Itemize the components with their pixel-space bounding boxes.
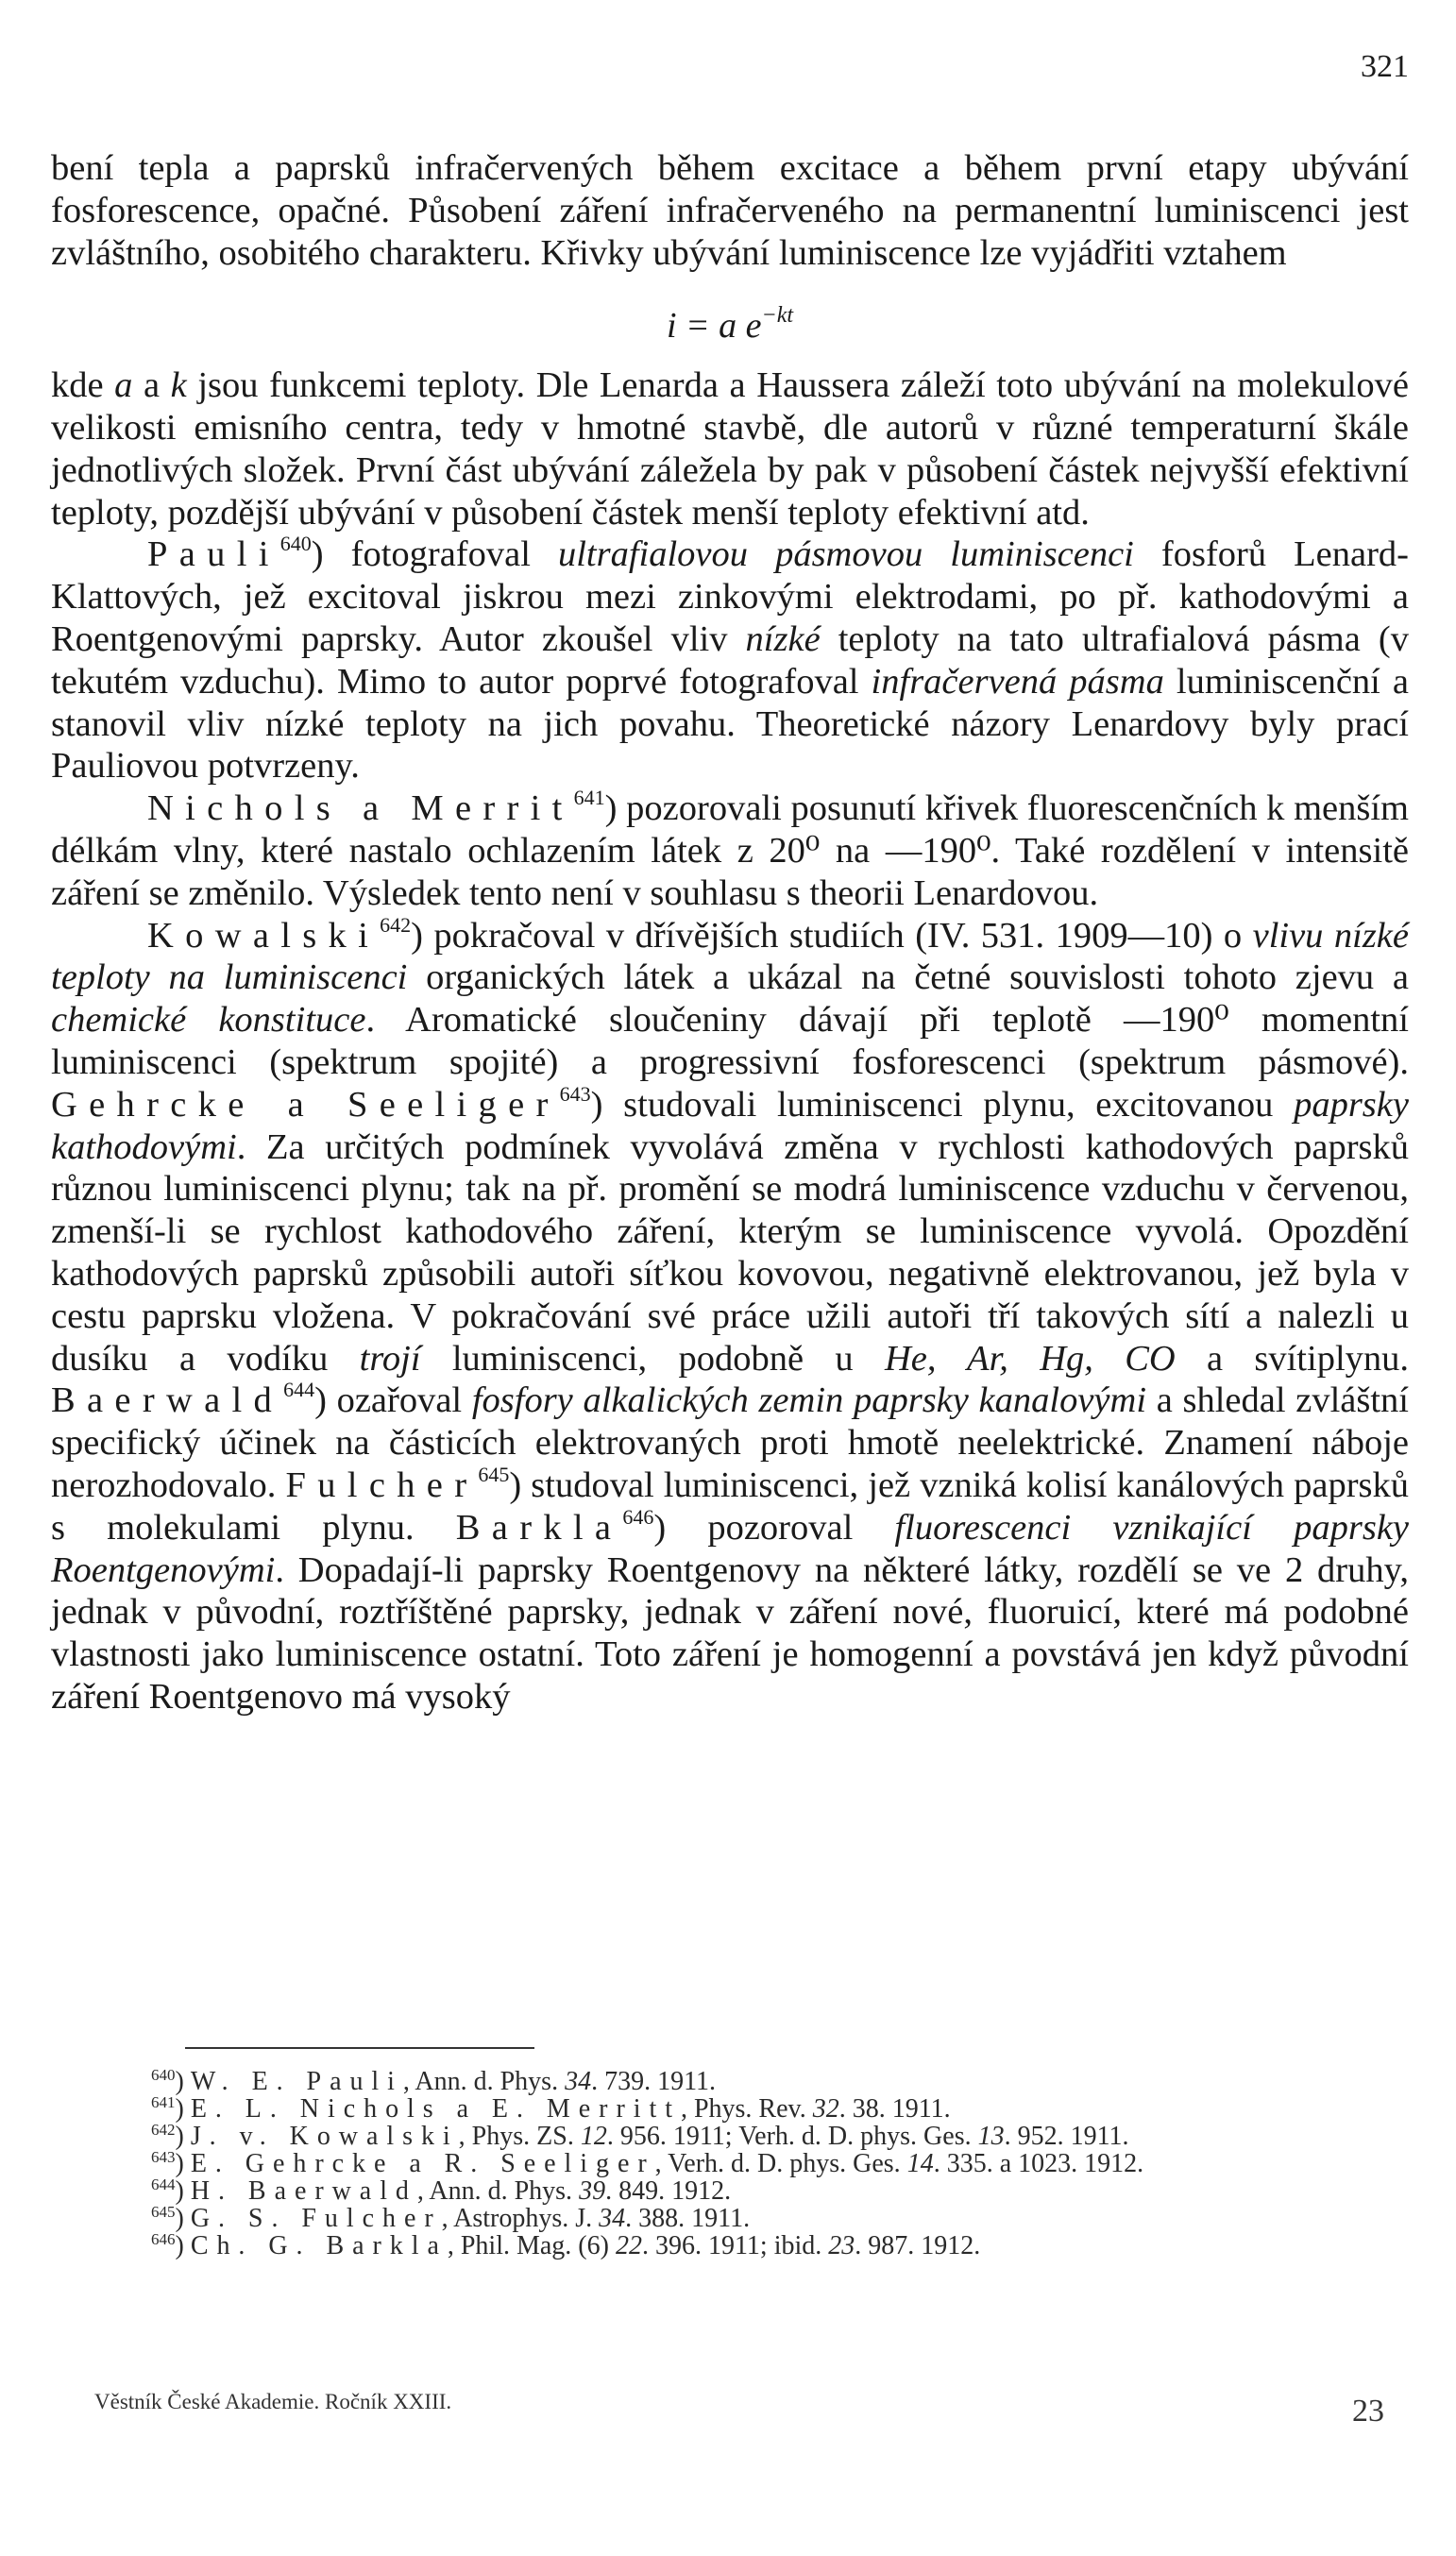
emphasis: He, Ar, Hg, CO [884,1338,1176,1379]
footnote-644: $^{644}$) H. Baerwald, Ann. d. Phys. 39. 849. 1912. [151,2175,732,2206]
text-run: . Dopadají-li paprsky Roentgenovy na některé látky, rozdělí se ve 2 druhy, jednak v původní, roztříštěné paprsky, jednak v záření nové, fluoruicí, které má podobné vlastnosti jako luminiscence ostatní. Toto záření je homogenní a povstává jen když původní záření Roentgenovo má vysoký [51,1549,1409,1717]
author-pauli: Pauli [147,534,280,575]
emphasis: chemické konstituce [51,1000,366,1041]
footnote-ref-643: 643 [559,1081,591,1106]
author-kowalski: Kowalski [147,915,381,956]
variable-a: a [114,365,133,406]
footnote-ref-645: 645 [478,1462,510,1486]
footnote-number: 644 [151,2175,176,2193]
text-run: . Za určitých podmínek vyvolává změna v rychlosti kathodových paprsků různou luminiscenci plynu; tak na př. promění se modrá luminiscence vzduchu v červenou, zmenší-li se rychlost kathodového záření, kterým se luminiscence vyvolá. Opozdění kathodových paprsků způsobili autoři síťkou kovovou, negativně elektrovanou, jež byla v cestu paprsku vložena. V pokračování své práce užili autoři tří takových sítí a nalezli u dusíku a vodíku [51,1126,1409,1379]
footnote-volume: 22 [615,2231,642,2260]
emphasis: fosfory alkalických zemin paprsky kanalovými [471,1380,1147,1421]
formula-base: i = a e [666,306,762,347]
footnote-number: 640 [151,2066,176,2084]
footnote-ref-641: 641 [573,786,605,810]
text-run: luminiscenci, podobně u [420,1338,885,1379]
footnote-645: $^{645}$) G. S. Fulcher, Astrophys. J. 34. 388. 1911. [151,2203,751,2233]
footnote-number: 641 [151,2093,176,2111]
formula-exponent: −kt [761,303,794,329]
footnote-text: . 956. 1911; Verh. d. D. phys. Ges. [606,2122,978,2151]
emphasis: trojí [359,1338,421,1379]
footnote-number: 642 [151,2121,176,2139]
paragraph-nichols [51,787,1409,914]
text-run: ) pozoroval [653,1507,895,1548]
body-text [51,147,1409,1718]
author-fulcher: Fulcher [285,1464,479,1505]
sheet-number: 23 [1352,2394,1384,2429]
author-nichols-merrit: Nichols a Merrit [147,788,574,829]
footnote-volume: 23 [828,2231,855,2260]
footnote-volume: 32 [812,2094,839,2124]
page-number: 321 [1361,49,1409,84]
paragraph-lenard [51,364,1409,533]
footnote-text: , Phys. Rev. [680,2094,813,2124]
footnote-author: H. Baerwald [190,2176,417,2206]
author-barkla: Barkla [455,1507,623,1548]
footnote-642: $^{642}$) J. v. Kowalski, Phys. ZS. 12. 956. 1911; Verh. d. D. phys. Ges. 13. 952. 1911. [151,2121,1129,2151]
footnote-ref-646: 646 [622,1504,654,1529]
text-run: fosforů Lenard-Klattových, jež excitoval jiskrou mezi zinkovými elektrodami, po př. kathodovými a Roentgenovými paprsky. Autor zkoušel vliv [51,534,1410,659]
paragraph-pauli [51,533,1409,787]
footnote-ref-644: 644 [283,1378,315,1402]
footnote-text: . 849. 1912. [605,2176,732,2206]
emphasis: infračervená pásma [871,661,1164,702]
author-gehrcke-seeliger: Gehrcke a Seeliger [51,1084,560,1125]
footnote-volume: 14 [906,2149,934,2178]
footnote-641: $^{641}$) E. L. Nichols a E. Merritt, Phys. Rev. 32. 38. 1911. [151,2093,951,2124]
emphasis: vlivu nízké teploty na luminiscenci [51,915,1409,998]
footnote-text: . 335. a 1023. 1912. [933,2149,1144,2178]
footnote-author: G. S. Fulcher [190,2204,442,2233]
text-run: ) pokračoval v dřívějších studiích (IV. 531. 1909—10) o [411,915,1253,956]
text-run: . Aromatické sloučeniny dávají při teplotě —190⁰ momentní luminiscenci (spektrum spojité) a progressivní fosforescenci (spektrum pásmové). [51,1000,1409,1082]
footnote-volume: 34 [565,2067,592,2096]
text-run: a shledal zvláštní specifický účinek na částicích elektrovaných proti hmotě neelektrické. Znamení náboje nerozhodovalo. [51,1380,1409,1505]
text-run: kde [51,365,115,406]
footnote-643: $^{643}$) E. Gehrcke a R. Seeliger, Verh. d. D. phys. Ges. 14. 335. a 1023. 1912. [151,2148,1144,2178]
footnote-volume: 13 [977,2122,1005,2151]
footnote-640: $^{640}$) W. E. Pauli, Ann. d. Phys. 34. 739. 1911. [151,2066,717,2096]
footnote-text: , Phil. Mag. (6) [447,2231,616,2260]
footnote-text: . 739. 1911. [591,2067,717,2096]
footnote-ref-642: 642 [380,912,412,937]
text-run: ) pozorovali posunutí křivek fluorescenčních k menším délkám vlny, které nastalo ochlazením látek z 20⁰ na —190⁰. Také rozdělení v intensitě záření se změnilo. Výsledek tento není v souhlasu s theorii Lenardovou. [51,788,1409,913]
footnote-text: . 952. 1911. [1004,2122,1129,2151]
paragraph-intro: bení tepla a paprsků infračervených během excitace a během první etapy ubývání fosforescence, opačné. Působení záření infračerveného na permanentní luminiscenci jest zvláštního, osobitého charakteru. Křivky ubývání luminiscence lze vyjádřiti vztahem [51,148,1409,273]
footnote-ref-640: 640 [279,532,312,556]
variable-k: k [170,365,187,406]
emphasis: nízké [745,618,821,659]
page-footer [94,2390,1411,2429]
footnote-volume: 39 [579,2176,606,2206]
footnote-646: $^{646}$) Ch. G. Barkla, Phil. Mag. (6) 22. 396. 1911; ibid. 23. 987. 1912. [151,2230,981,2260]
footnote-author: J. v. Kowalski [190,2122,459,2151]
footnote-author: W. E. Pauli [190,2067,403,2096]
emphasis: paprsky kathodovými [51,1084,1409,1167]
footnote-author: E. Gehrcke a R. Seeliger [190,2149,655,2178]
footnote-text: , Ann. d. Phys. [402,2067,566,2096]
footnote-text: . 987. 1912. [855,2231,981,2260]
footnote-text: , Ann. d. Phys. [416,2176,580,2206]
footnote-number: 646 [151,2230,176,2248]
author-baerwald: Baerwald [51,1380,284,1421]
footnote-text: . 38. 1911. [838,2094,951,2124]
text-run: ) studoval luminiscenci, jež vzniká kolisí kanálových paprsků s molekulami plynu. [51,1464,1409,1548]
text-run: a svítiplynu. [1175,1338,1410,1379]
emphasis: ultrafialovou pásmovou luminiscenci [557,534,1134,575]
formula [51,295,1409,347]
text-run: ) fotografoval [311,534,558,575]
footnote-divider [185,2047,534,2049]
footnote-author: E. L. Nichols a E. Merritt [190,2094,681,2124]
text-run: a [132,365,171,406]
footnote-text: . 396. 1911; ibid. [641,2231,829,2260]
text-run: teploty na tato ultrafialová pásma (v tekutém vzduchu). Mimo to autor poprvé fotografoval [51,618,1409,702]
footnote-text: , Astrophys. J. [441,2204,600,2233]
text-run: ) ozařoval [314,1380,472,1421]
emphasis: fluorescenci vznikající paprsky Roentgenovými [51,1507,1409,1590]
footnote-text: . 388. 1911. [625,2204,751,2233]
footnote-number: 643 [151,2148,176,2166]
footnote-author: Ch. G. Barkla [190,2231,448,2260]
journal-title: Věstník České Akademie. Ročník XXIII. [94,2390,452,2413]
text-run: ) studovali luminiscenci plynu, excitovanou [590,1084,1295,1125]
footnote-text: , Verh. d. D. phys. Ges. [654,2149,907,2178]
paragraph-kowalski [51,912,1410,1718]
text-run: luminiscenční a stanovil vliv nízké teploty na jich povahu. Theoretické názory Lenardovy byly prací Pauliovou potvrzeny. [51,661,1409,787]
footnote-text: , Phys. ZS. [458,2122,581,2151]
footnotes [51,2068,1409,2260]
footnote-volume: 12 [580,2122,607,2151]
footnote-number: 645 [151,2203,176,2221]
text-run: jsou funkcemi teploty. Dle Lenarda a Haussera záleží toto ubývání na molekulové velikosti emisního centra, tedy v hmotné stavbě, dle autorů v různé temperaturní škále jednotlivých složek. První část ubývání záležela by pak v působení částek nejvyšší efektivní teploty, pozdější ubývání v působení částek menší teploty efektivní atd. [51,365,1409,533]
text-run: organických látek a ukázal na četné souvislosti tohoto zjevu a [407,957,1410,998]
footnote-volume: 34 [599,2204,626,2233]
